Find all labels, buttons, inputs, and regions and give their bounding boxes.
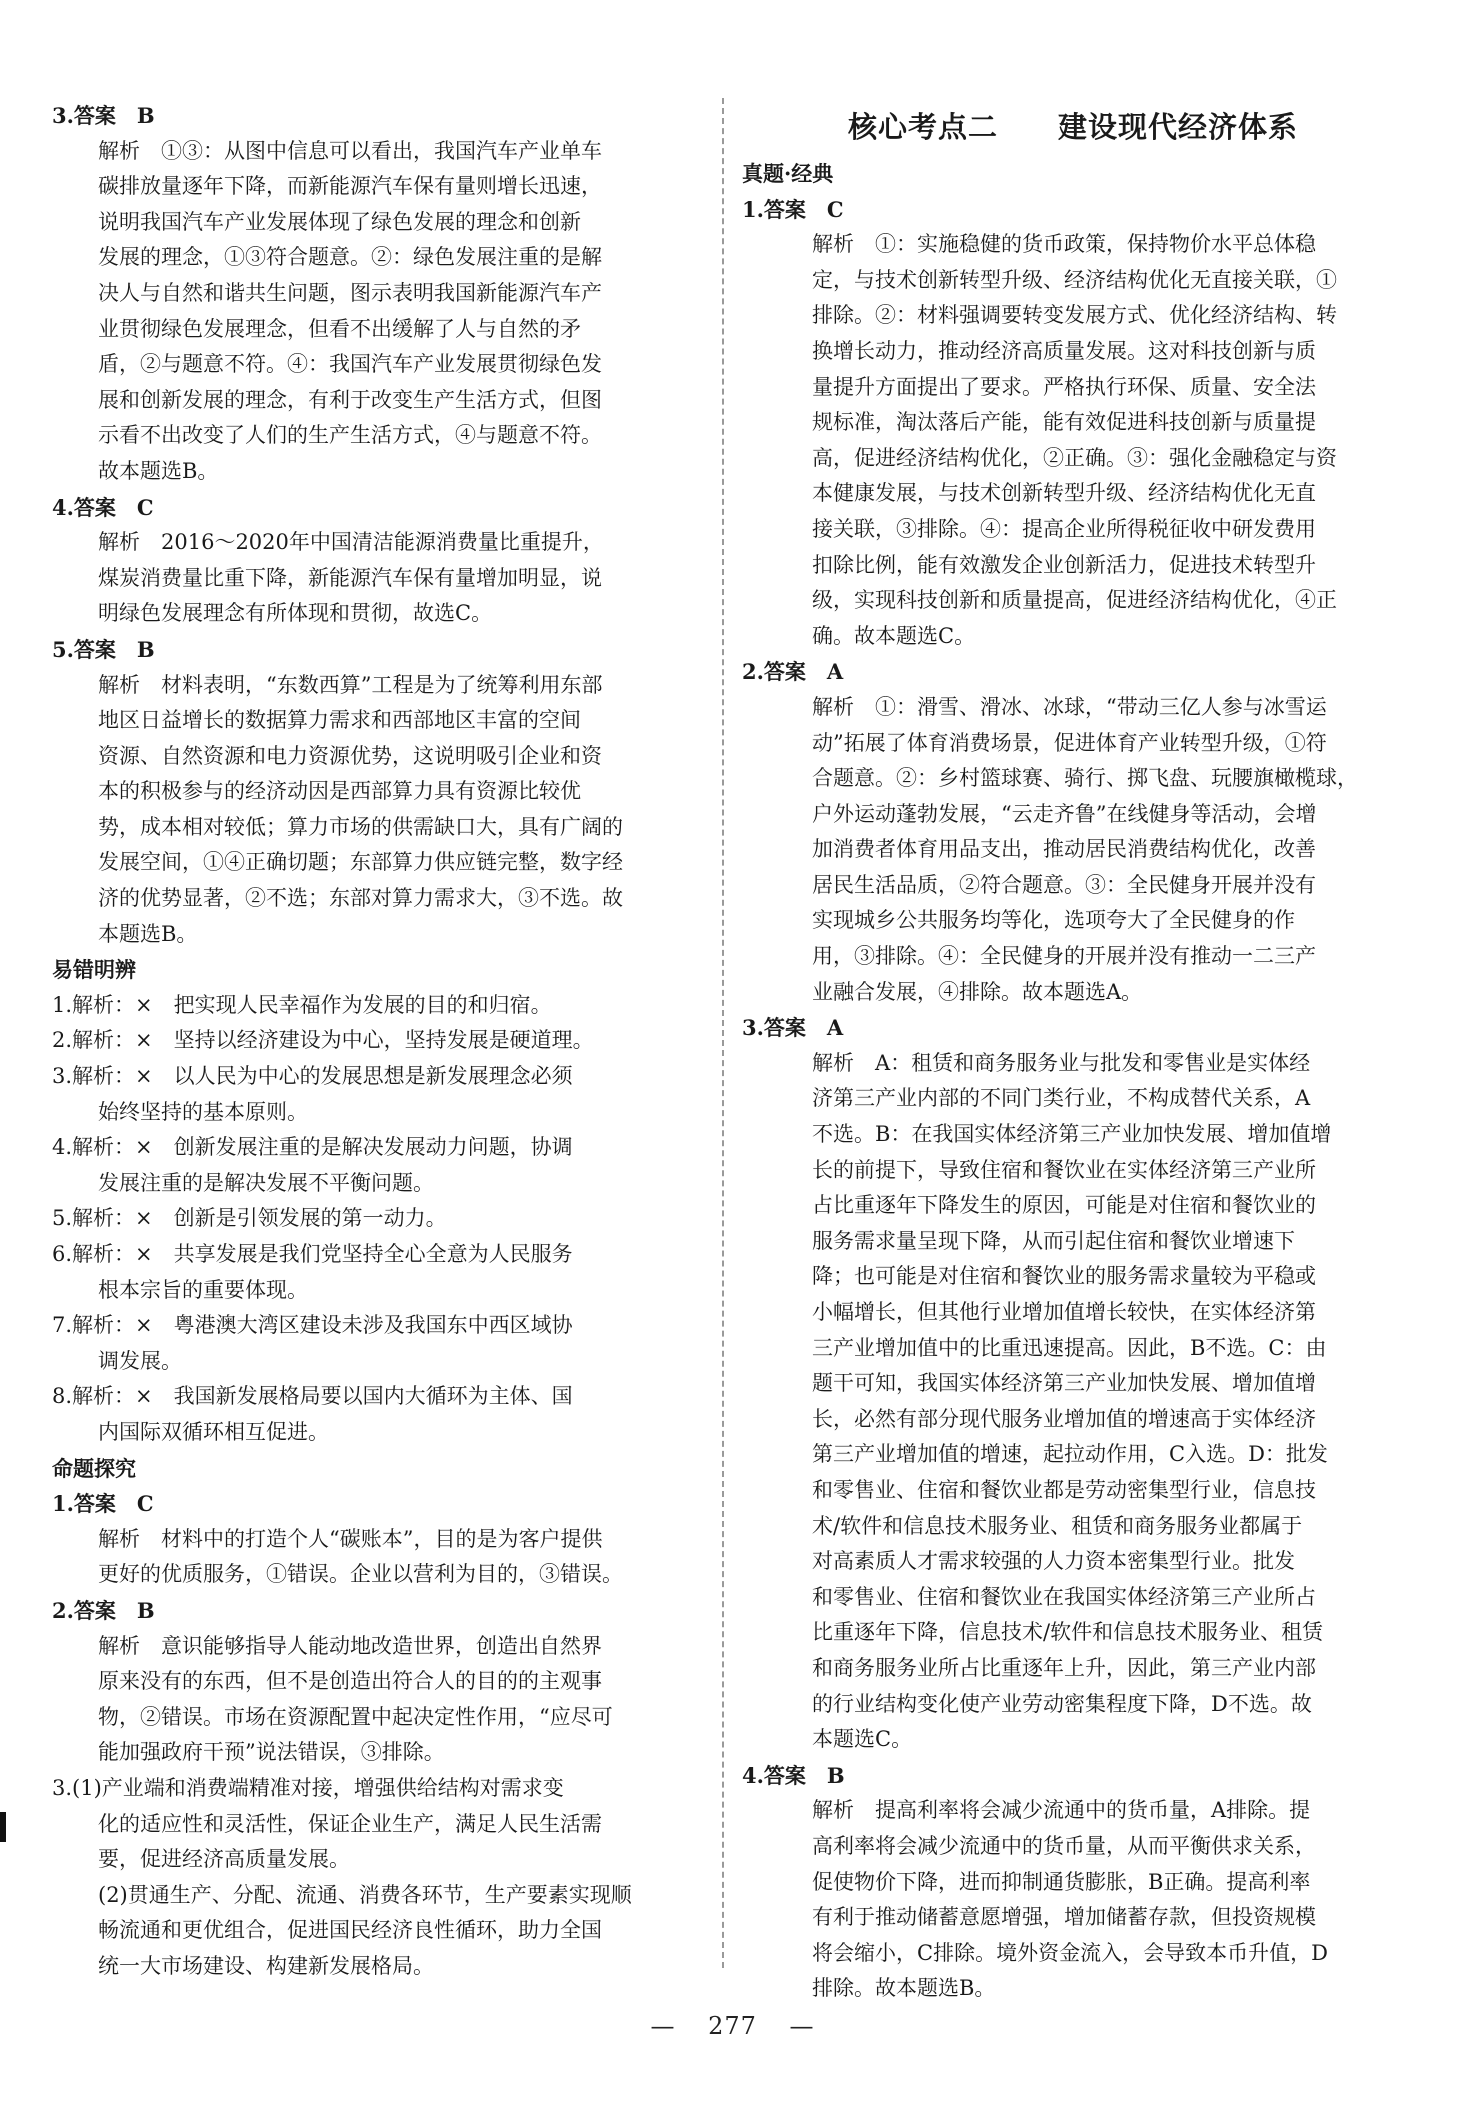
right-line: 排除。故本题选B。 bbox=[812, 1976, 996, 2001]
right-line: 长的前提下，导致住宿和餐饮业在实体经济第三产业所 bbox=[812, 1157, 1316, 1182]
right-line: 4.答案 B bbox=[742, 1762, 845, 1788]
left-line: 能加强政府干预”说法错误，③排除。 bbox=[98, 1740, 445, 1765]
left-line: 决人与自然和谐共生问题，图示表明我国新能源汽车产 bbox=[98, 280, 602, 305]
right-line: 居民生活品质，②符合题意。③：全民健身开展并没有 bbox=[812, 872, 1316, 897]
left-line: 本的积极参与的经济动因是西部算力具有资源比较优 bbox=[98, 779, 581, 804]
left-line: 易错明辨 bbox=[52, 957, 136, 983]
right-line: 加消费者体育用品支出，推动居民消费结构优化，改善 bbox=[812, 837, 1316, 862]
right-line: 用，③排除。④：全民健身的开展并没有推动一二三产 bbox=[812, 944, 1316, 969]
section-title: 核心考点二 建设现代经济体系 bbox=[847, 110, 1298, 144]
left-line: 调发展。 bbox=[98, 1348, 182, 1373]
left-line: 解析 2016～2020年中国清洁能源消费量比重提升， bbox=[98, 530, 604, 555]
left-line: 发展空间，①④正确切题；东部算力供应链完整，数字经 bbox=[98, 850, 623, 875]
left-line: 更好的优质服务，①错误。企业以营利为目的，③错误。 bbox=[98, 1562, 623, 1587]
left-line: 碳排放量逐年下降，而新能源汽车保有量则增长迅速， bbox=[98, 174, 602, 199]
left-line: 展和创新发展的理念，有利于改变生产生活方式，但图 bbox=[98, 387, 602, 412]
right-line: 合题意。②：乡村篮球赛、骑行、掷飞盘、玩腰旗橄榄球， bbox=[812, 766, 1358, 791]
right-column-body bbox=[742, 156, 1404, 2007]
left-line: 6.解析：× 共享发展是我们党坚持全心全意为人民服务 bbox=[52, 1242, 573, 1266]
right-line: 接关联，③排除。④：提高企业所得税征收中研发费用 bbox=[812, 516, 1316, 541]
right-line: 占比重逐年下降发生的原因，可能是对住宿和餐饮业的 bbox=[812, 1193, 1316, 1218]
left-line: 2.答案 B bbox=[52, 1597, 155, 1623]
right-line: 和商务服务业所占比重逐年上升，因此，第三产业内部 bbox=[812, 1655, 1316, 1680]
right-line: 和零售业、住宿和餐饮业在我国实体经济第三产业所占 bbox=[812, 1584, 1316, 1609]
right-line: 题干可知，我国实体经济第三产业加快发展、增加值增 bbox=[812, 1371, 1316, 1396]
left-line: 济的优势显著，②不选；东部对算力需求大，③不选。故 bbox=[98, 886, 623, 911]
left-line: 解析 材料中的打造个人“碳账本”，目的是为客户提供 bbox=[98, 1526, 603, 1551]
left-line: 本题选B。 bbox=[98, 921, 198, 946]
left-line: 1.答案 C bbox=[52, 1491, 154, 1517]
right-line: 业融合发展，④排除。故本题选A。 bbox=[812, 979, 1143, 1004]
right-line: 规标准，淘汰落后产能，能有效促进科技创新与质量提 bbox=[812, 410, 1316, 435]
right-line: 2.答案 A bbox=[742, 659, 844, 685]
left-line: 地区日益增长的数据算力需求和西部地区丰富的空间 bbox=[98, 708, 581, 733]
left-line: 解析 材料表明，“东数西算”工程是为了统筹利用东部 bbox=[98, 672, 603, 697]
left-line: 4.解析：× 创新发展注重的是解决发展动力问题，协调 bbox=[52, 1135, 573, 1160]
right-line: 比重逐年下降，信息技术/软件和信息技术服务业、租赁 bbox=[812, 1620, 1324, 1645]
left-line: 7.解析：× 粤港澳大湾区建设未涉及我国东中西区域协 bbox=[52, 1313, 573, 1338]
right-line: 定，与技术创新转型升级、经济结构优化无直接关联，① bbox=[812, 267, 1337, 292]
right-line: 长，必然有部分现代服务业增加值的增速高于实体经济 bbox=[812, 1406, 1316, 1431]
left-line: 8.解析：× 我国新发展格局要以国内大循环为主体、国 bbox=[52, 1384, 573, 1409]
left-line: 说明我国汽车产业发展体现了绿色发展的理念和创新 bbox=[98, 209, 581, 234]
left-line: 5.答案 B bbox=[52, 636, 155, 662]
left-line: 发展的理念，①③符合题意。②：绿色发展注重的是解 bbox=[98, 245, 602, 270]
right-line: 术/软件和信息技术服务业、租赁和商务服务业都属于 bbox=[812, 1513, 1303, 1538]
page-number: 277 bbox=[708, 2012, 757, 2040]
right-line: 小幅增长，但其他行业增加值增长较快，在实体经济第 bbox=[812, 1300, 1316, 1324]
left-line: 4.答案 C bbox=[52, 494, 154, 520]
page-number-dash-right: — bbox=[789, 2012, 815, 2040]
right-column bbox=[742, 98, 1404, 2007]
left-line: 统一大市场建设、构建新发展格局。 bbox=[98, 1953, 434, 1978]
right-line: 扣除比例，能有效激发企业创新活力，促进技术转型升 bbox=[812, 552, 1316, 577]
right-line: 确。故本题选C。 bbox=[812, 623, 976, 648]
left-line: 业贯彻绿色发展理念，但看不出缓解了人与自然的矛 bbox=[98, 316, 581, 341]
left-line: 盾，②与题意不符。④：我国汽车产业发展贯彻绿色发 bbox=[98, 352, 602, 377]
left-line: 解析 意识能够指导人能动地改造世界，创造出自然界 bbox=[98, 1633, 602, 1658]
right-line: 降；也可能是对住宿和餐饮业的服务需求量较为平稳或 bbox=[812, 1264, 1316, 1289]
right-line: 有利于推动储蓄意愿增强，增加储蓄存款，但投资规模 bbox=[812, 1905, 1316, 1930]
right-line: 和零售业、住宿和餐饮业都是劳动密集型行业，信息技 bbox=[812, 1477, 1316, 1502]
right-line: 级，实现科技创新和质量提高，促进经济结构优化，④正 bbox=[812, 588, 1337, 613]
page-number-dash-left: — bbox=[650, 2012, 676, 2040]
left-line: 原来没有的东西，但不是创造出符合人的目的的主观事 bbox=[98, 1669, 602, 1694]
left-line: 2.解析：× 坚持以经济建设为中心，坚持发展是硬道理。 bbox=[52, 1028, 594, 1053]
page-number-footer bbox=[0, 2012, 1465, 2040]
right-line: 动”拓展了体育消费场景，促进体育产业转型升级，①符 bbox=[812, 730, 1327, 755]
left-line: 1.解析：× 把实现人民幸福作为发展的目的和归宿。 bbox=[52, 992, 552, 1017]
right-line: 第三产业增加值的增速，起拉动作用，C入选。D：批发 bbox=[812, 1442, 1328, 1467]
right-line: 济第三产业内部的不同门类行业，不构成替代关系，A bbox=[812, 1086, 1311, 1111]
left-line: 故本题选B。 bbox=[98, 458, 219, 483]
right-line: 解析 提高利率将会减少流通中的货币量，A排除。提 bbox=[812, 1798, 1311, 1823]
right-line: 实现城乡公共服务均等化，选项夸大了全民健身的作 bbox=[812, 908, 1295, 933]
right-line: 量提升方面提出了要求。严格执行环保、质量、安全法 bbox=[812, 374, 1316, 399]
right-line: 排除。②：材料强调要转变发展方式、优化经济结构、转 bbox=[812, 303, 1337, 328]
left-line: 解析 ①③：从图中信息可以看出，我国汽车产业单车 bbox=[98, 138, 602, 163]
left-line: 3.解析：× 以人民为中心的发展思想是新发展理念必须 bbox=[52, 1064, 573, 1089]
right-line: 的行业结构变化使产业劳动密集程度下降，D不选。故 bbox=[812, 1691, 1312, 1716]
right-line: 真题·经典 bbox=[742, 161, 834, 186]
left-line: 势，成本相对较低；算力市场的供需缺口大，具有广阔的 bbox=[98, 814, 623, 839]
left-line: 明绿色发展理念有所体现和贯彻，故选C。 bbox=[98, 601, 493, 626]
left-line: 发展注重的是解决发展不平衡问题。 bbox=[98, 1170, 434, 1195]
right-line: 本题选C。 bbox=[812, 1727, 913, 1752]
right-line: 解析 A：租赁和商务服务业与批发和零售业是实体经 bbox=[812, 1050, 1311, 1075]
left-column bbox=[52, 98, 712, 1984]
right-line: 高，促进经济结构优化，②正确。③：强化金融稳定与资 bbox=[812, 445, 1337, 470]
right-line: 解析 ①：实施稳健的货币政策，保持物价水平总体稳 bbox=[812, 232, 1316, 257]
column-divider bbox=[722, 98, 724, 1968]
left-line: 畅流通和更优组合，促进国民经济良性循环，助力全国 bbox=[98, 1918, 602, 1943]
right-line: 高利率将会减少流通中的货币量，从而平衡供求关系， bbox=[812, 1833, 1316, 1858]
left-line: 化的适应性和灵活性，保证企业生产，满足人民生活需 bbox=[98, 1811, 602, 1836]
right-line: 将会缩小，C排除。境外资金流入，会导致本币升值，D bbox=[812, 1940, 1328, 1965]
left-line: 物，②错误。市场在资源配置中起决定性作用，“应尽可 bbox=[98, 1704, 613, 1729]
right-line: 换增长动力，推动经济高质量发展。这对科技创新与质 bbox=[812, 338, 1316, 363]
right-line: 不选。B：在我国实体经济第三产业加快发展、增加值增 bbox=[812, 1122, 1332, 1147]
left-line: 3.(1)产业端和消费端精准对接，增强供给结构对需求变 bbox=[52, 1775, 564, 1800]
right-line: 户外运动蓬勃发展，“云走齐鲁”在线健身等活动，会增 bbox=[812, 801, 1317, 826]
right-line: 3.答案 A bbox=[742, 1015, 844, 1041]
right-line: 1.答案 C bbox=[742, 196, 844, 222]
left-line: 要，促进经济高质量发展。 bbox=[98, 1847, 350, 1872]
left-line: 资源、自然资源和电力资源优势，这说明吸引企业和资 bbox=[98, 743, 602, 768]
left-line: 命题探究 bbox=[52, 1455, 136, 1481]
right-line: 本健康发展，与技术创新转型升级、经济结构优化无直 bbox=[812, 481, 1316, 506]
right-line: 促使物价下降，进而抑制通货膨胀，B正确。提高利率 bbox=[812, 1869, 1311, 1894]
left-line: 始终坚持的基本原则。 bbox=[98, 1099, 308, 1124]
left-line: 内国际双循环相互促进。 bbox=[98, 1419, 329, 1444]
left-line: 根本宗旨的重要体现。 bbox=[98, 1277, 308, 1302]
left-line: 3.答案 B bbox=[52, 103, 155, 128]
right-line: 解析 ①：滑雪、滑冰、冰球，“带动三亿人参与冰雪运 bbox=[812, 694, 1327, 719]
right-line: 服务需求量呈现下降，从而引起住宿和餐饮业增速下 bbox=[812, 1228, 1295, 1253]
right-line: 对高素质人才需求较强的人力资本密集型行业。批发 bbox=[812, 1549, 1295, 1574]
left-line: 5.解析：× 创新是引领发展的第一动力。 bbox=[52, 1206, 447, 1231]
left-line: 示看不出改变了人们的生产生活方式，④与题意不符。 bbox=[98, 423, 602, 448]
edge-mark bbox=[0, 1812, 6, 1842]
left-line: (2)贯通生产、分配、流通、消费各环节，生产要素实现顺 bbox=[98, 1882, 632, 1907]
right-line: 三产业增加值中的比重迅速提高。因此，B不选。C：由 bbox=[812, 1335, 1327, 1360]
left-line: 煤炭消费量比重下降，新能源汽车保有量增加明显，说 bbox=[98, 565, 602, 590]
